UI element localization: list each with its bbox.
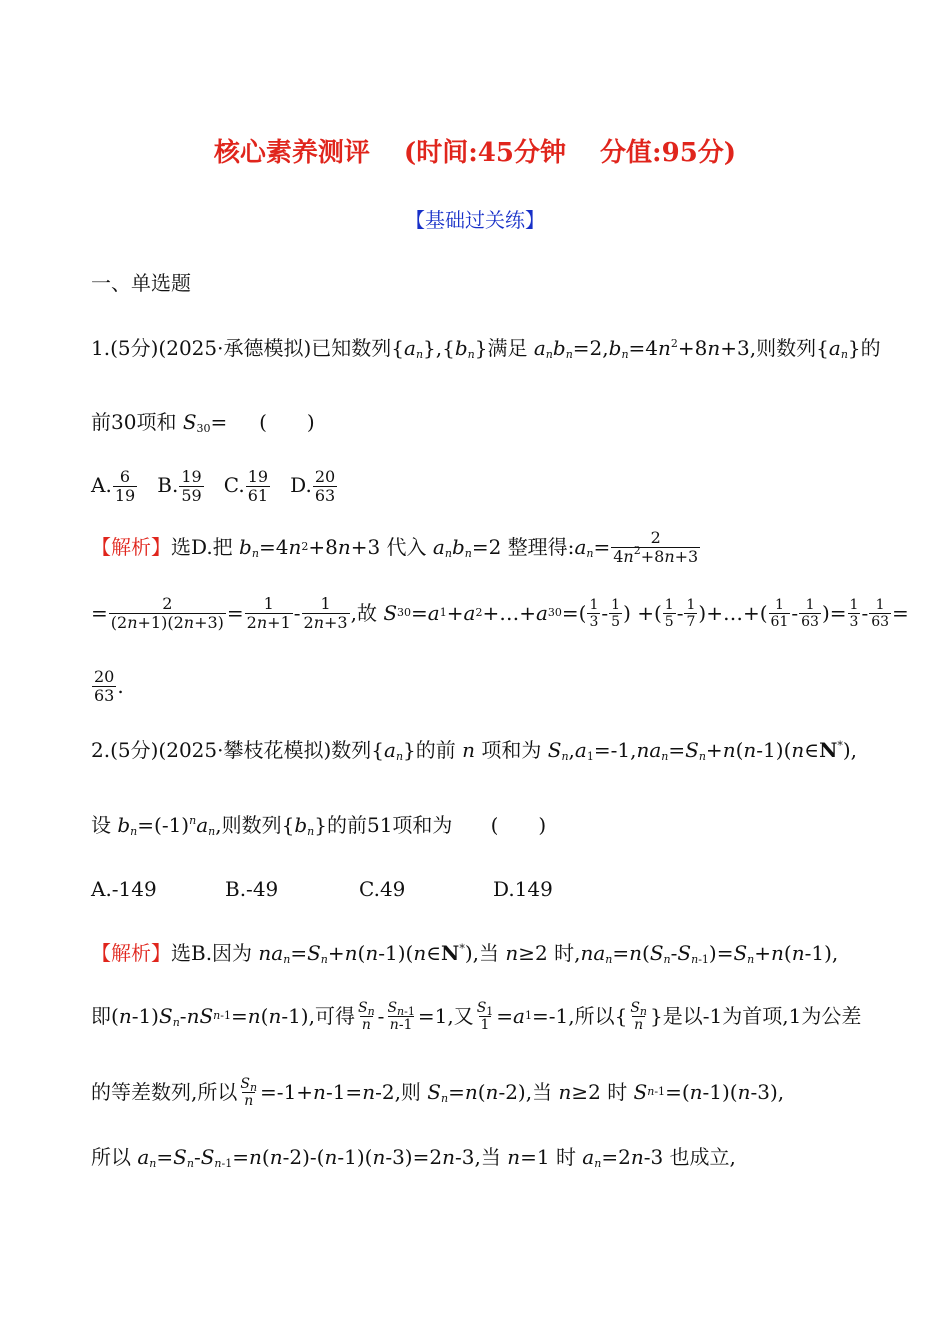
title-time: (时间:45分钟 <box>403 138 566 168</box>
q2-option-a: A.-149 <box>91 877 157 901</box>
page-title <box>0 132 950 169</box>
q2-solution-line3: 的等差数列,所以 $\frac{S_n}{n}$ =-1+ n -1= n -2 ,则 $S_n$ = n ( n -2) ,当 n ≥2 时 S n-1 =( n -1)( n -3), <box>91 1075 785 1109</box>
section-heading: 一、单选题 <box>91 271 191 295</box>
section-subtitle: 【基础过关练】 <box>405 208 545 232</box>
answer-blank: ( ) <box>259 410 315 434</box>
q2-option-b: B.-49 <box>225 877 279 901</box>
answer-blank: ( ) <box>490 813 547 837</box>
q1-options <box>91 464 862 508</box>
q1-option-a: A. $\frac{6}{19}$ <box>91 466 136 505</box>
q2-option-c: C.49 <box>359 877 406 901</box>
q1-stem-line2: 前30项和 $S_{30}=$ ( ) <box>91 410 315 435</box>
q2-solution-line2: 即 ( n -1) $S_n$ - nS n-1 = n ( n -1) ,可得 $\frac{S_n}{n}$ - $\frac{S_{n-1}}{n-1}$ =1 ,又 $\frac{S_1}{1}$ = a 1 =-1 ,所以 { $\frac{S_n}{n}$ } 是以-1为首项,1为公差 <box>91 999 862 1033</box>
title-main: 核心素养测评 <box>213 138 370 168</box>
q2-option-d: D.149 <box>493 877 553 901</box>
title-score: 分值:95分) <box>600 138 737 168</box>
q2-stem-line1: 2.(5分)(2025·攀枝花模拟)数列$\{a_n\}$的前 n 项和为 $S_n,a_1=-1,na_n=S_n+n(n-1)(n\in N^*)$, <box>91 738 858 763</box>
q1-stem-line1: 1.(5分)(2025·承德模拟)已知数列$\{a_n\},\{b_n\}$满足 $a_nb_n=2,b_n=4n^2+8n+3$,则数列$\{a_n\}$的 <box>91 336 881 361</box>
q1-option-c: C. $\frac{19}{61}$ <box>223 466 269 505</box>
q2-solution-line1: 【解析】选B.因为 $na_n=S_n+n(n-1)(n\in N^*)$,当 n≥2 时$,na_n=n(S_n-S_{n-1})=S_n+n(n-1)$, <box>91 941 839 966</box>
solution-tag: 【解析】 <box>91 535 171 559</box>
q2-options <box>91 876 862 902</box>
q2-solution-line4: 所以 $a_n=S_n-S_{n-1}=n(n-2)-(n-1)(n-3)=2n-3$,当 n=1 时 $a_n=2n-3$ 也成立, <box>91 1145 736 1170</box>
q1-solution-line2: = $\frac{2}{(2n+1)(2n+3)}$ = $\frac{1}{2n+1}$ - $\frac{1}{2n+3}$ ,故 S 30 = a 1 + a 2 +…+ a 30 =( $\frac{1}{3}$ - $\frac{1}{5}$ ) +( $\frac{1}{5}$ - $\frac{1}{7}$ )+…+( $\frac{1}{61}$ - $\frac{1}{63}$ )= $\frac{1}{3}$ - $\frac{1}{63}$ = <box>91 593 909 632</box>
q2-stem-line2: 设 $b_n=(-1)^na_n$,则数列$\{b_n\}$的前51项和为 ( ) <box>91 813 547 838</box>
solution-tag: 【解析】 <box>91 941 171 965</box>
q1-solution-line3: $\frac{20}{63}$ . <box>94 666 124 705</box>
q1-option-d: D. $\frac{20}{63}$ <box>290 466 336 505</box>
q1-option-b: B. $\frac{19}{59}$ <box>157 466 202 505</box>
q1-solution-line1: 【解析】 选D.把 $b_n$ =4 n 2 +8 n +3 代入 $a_nb_n$ =2 整理得: $a_n$ = $\frac{2}{4n^2+8n+3}$ <box>91 527 699 566</box>
